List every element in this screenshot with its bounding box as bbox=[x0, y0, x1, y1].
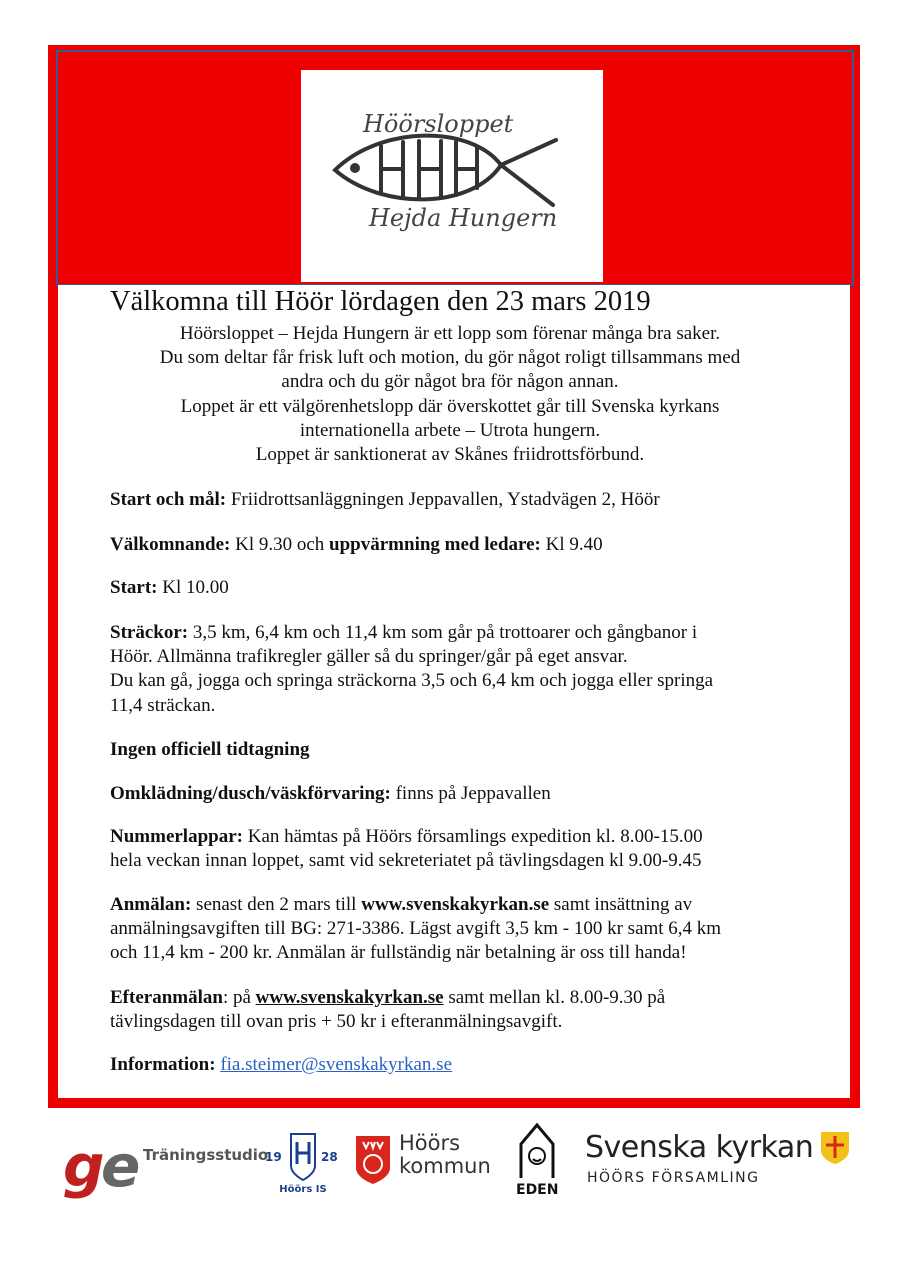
information-label: Information: bbox=[110, 1054, 216, 1075]
information-section bbox=[110, 1053, 830, 1077]
ge-e-icon: e bbox=[101, 1132, 141, 1200]
anmalan-section bbox=[110, 893, 830, 966]
anmalan-line: samt insättning av bbox=[549, 894, 693, 915]
omkladning-section bbox=[110, 782, 830, 806]
hoors-kommun-logo bbox=[354, 1132, 494, 1202]
efteranmalan-section bbox=[110, 986, 830, 1034]
intro-line: andra och du gör något bra för någon annan. bbox=[281, 371, 619, 393]
email-link[interactable]: fia.steimer@svenskakyrkan.se bbox=[220, 1054, 453, 1075]
tidtagning-label: Ingen officiell tidtagning bbox=[110, 739, 310, 760]
intro-line: Loppet är ett välgörenhetslopp där överskottet går till Svenska kyrkans bbox=[180, 395, 720, 417]
start-label: Start: bbox=[110, 577, 158, 598]
start-text: Kl 10.00 bbox=[157, 577, 229, 598]
start-mal-section bbox=[110, 488, 830, 512]
uppvarmning-label: uppvärmning med ledare: bbox=[329, 534, 541, 555]
logo-top-text: Höörsloppet bbox=[363, 110, 514, 138]
intro-line: Du som deltar får frisk luft och motion, du gör något roligt tillsammans med bbox=[159, 347, 741, 369]
strackor-line: Du kan gå, jogga och springa sträckorna 3,5 och 6,4 km och jogga eller springa bbox=[110, 670, 714, 692]
efteranmalan-label: Efteranmälan bbox=[110, 987, 223, 1008]
uppvarmning-text: Kl 9.40 bbox=[540, 534, 603, 555]
valkomnande-label: Välkomnande: bbox=[110, 534, 231, 555]
intro-line: Loppet är sanktionerat av Skånes friidrottsförbund. bbox=[255, 444, 645, 466]
strackor-section bbox=[110, 621, 830, 718]
sk-sub: HÖÖRS FÖRSAMLING bbox=[587, 1170, 760, 1186]
intro-line: internationella arbete – Utrota hungern. bbox=[299, 419, 601, 441]
crown-shield-icon bbox=[819, 1130, 851, 1166]
anmalan-label: Anmälan: bbox=[110, 894, 192, 915]
eden-house-icon bbox=[518, 1122, 556, 1180]
omkladning-label: Omklädning/dusch/väskförvaring: bbox=[110, 783, 391, 804]
fish-icon bbox=[335, 136, 556, 205]
omkladning-text: finns på Jeppavallen bbox=[390, 783, 551, 804]
nummerlappar-line: Kan hämtas på Höörs församlings expedition kl. 8.00-15.00 bbox=[242, 826, 703, 847]
intro-line: Höörsloppet – Hejda Hungern är ett lopp som förenar många bra saker. bbox=[179, 323, 721, 344]
eden-label: EDEN bbox=[516, 1182, 559, 1198]
tidtagning-section bbox=[110, 738, 830, 762]
ge-g-icon: g bbox=[63, 1132, 99, 1200]
strackor-line: Höör. Allmänna trafikregler gäller så du springer/går på eget ansvar. bbox=[110, 646, 628, 668]
efteranmalan-line: : på bbox=[222, 987, 256, 1008]
intro-text bbox=[70, 322, 830, 467]
efteranmalan-site-link[interactable]: www.svenskakyrkan.se bbox=[255, 987, 444, 1008]
valkomnande-text: Kl 9.30 och bbox=[230, 534, 330, 555]
ge-traningsstudio-logo bbox=[63, 1132, 269, 1200]
strackor-line: 3,5 km, 6,4 km och 11,4 km som går på trottoarer och gångbanor i bbox=[188, 622, 698, 643]
logo-bottom-text: Hejda Hungern bbox=[369, 204, 558, 232]
hk-line1: Höörs bbox=[399, 1131, 461, 1155]
hoors-is-logo bbox=[265, 1128, 341, 1200]
anmalan-line: anmälningsavgiften till BG: 271-3386. Lägst avgift 3,5 km - 100 kr samt 6,4 km bbox=[110, 918, 722, 940]
nummerlappar-label: Nummerlappar: bbox=[110, 826, 243, 847]
start-mal-label: Start och mål: bbox=[110, 489, 227, 510]
strackor-line: 11,4 sträckan. bbox=[110, 694, 216, 716]
strackor-label: Sträckor: bbox=[110, 622, 189, 643]
start-section bbox=[110, 576, 830, 600]
his-label: Höörs IS bbox=[279, 1184, 327, 1195]
ge-logo-text: Träningsstudio bbox=[143, 1146, 269, 1164]
sk-name: Svenska kyrkan bbox=[585, 1130, 814, 1165]
sponsor-logos bbox=[0, 1118, 905, 1208]
anmalan-site-link[interactable]: www.svenskakyrkan.se bbox=[361, 894, 550, 915]
efteranmalan-line: tävlingsdagen till ovan pris + 50 kr i efteranmälningsavgift. bbox=[110, 1011, 563, 1033]
hoor-coat-of-arms-icon bbox=[354, 1134, 392, 1186]
valkomnande-section bbox=[110, 533, 830, 557]
nummerlappar-line: hela veckan innan loppet, samt vid sekreteriatet på tävlingsdagen kl 9.00-9.45 bbox=[110, 850, 702, 872]
nummerlappar-section bbox=[110, 825, 830, 873]
svenska-kyrkan-logo bbox=[585, 1130, 855, 1200]
eden-logo bbox=[516, 1122, 558, 1202]
his-year-left: 19 bbox=[265, 1150, 282, 1164]
start-mal-text: Friidrottsanläggningen Jeppavallen, Ystadvägen 2, Höör bbox=[226, 489, 660, 510]
his-year-right: 28 bbox=[321, 1150, 338, 1164]
headline: Välkomna till Höör lördagen den 23 mars 2019 bbox=[110, 286, 651, 317]
anmalan-line: senast den 2 mars till bbox=[191, 894, 362, 915]
hoorsloppet-logo bbox=[301, 70, 603, 282]
efteranmalan-line: samt mellan kl. 8.00-9.30 på bbox=[443, 987, 666, 1008]
anmalan-line: och 11,4 km - 200 kr. Anmälan är fullständig när betalning är oss till handa! bbox=[110, 942, 687, 964]
hk-line2: kommun bbox=[399, 1154, 491, 1178]
his-emblem-icon bbox=[287, 1132, 319, 1182]
